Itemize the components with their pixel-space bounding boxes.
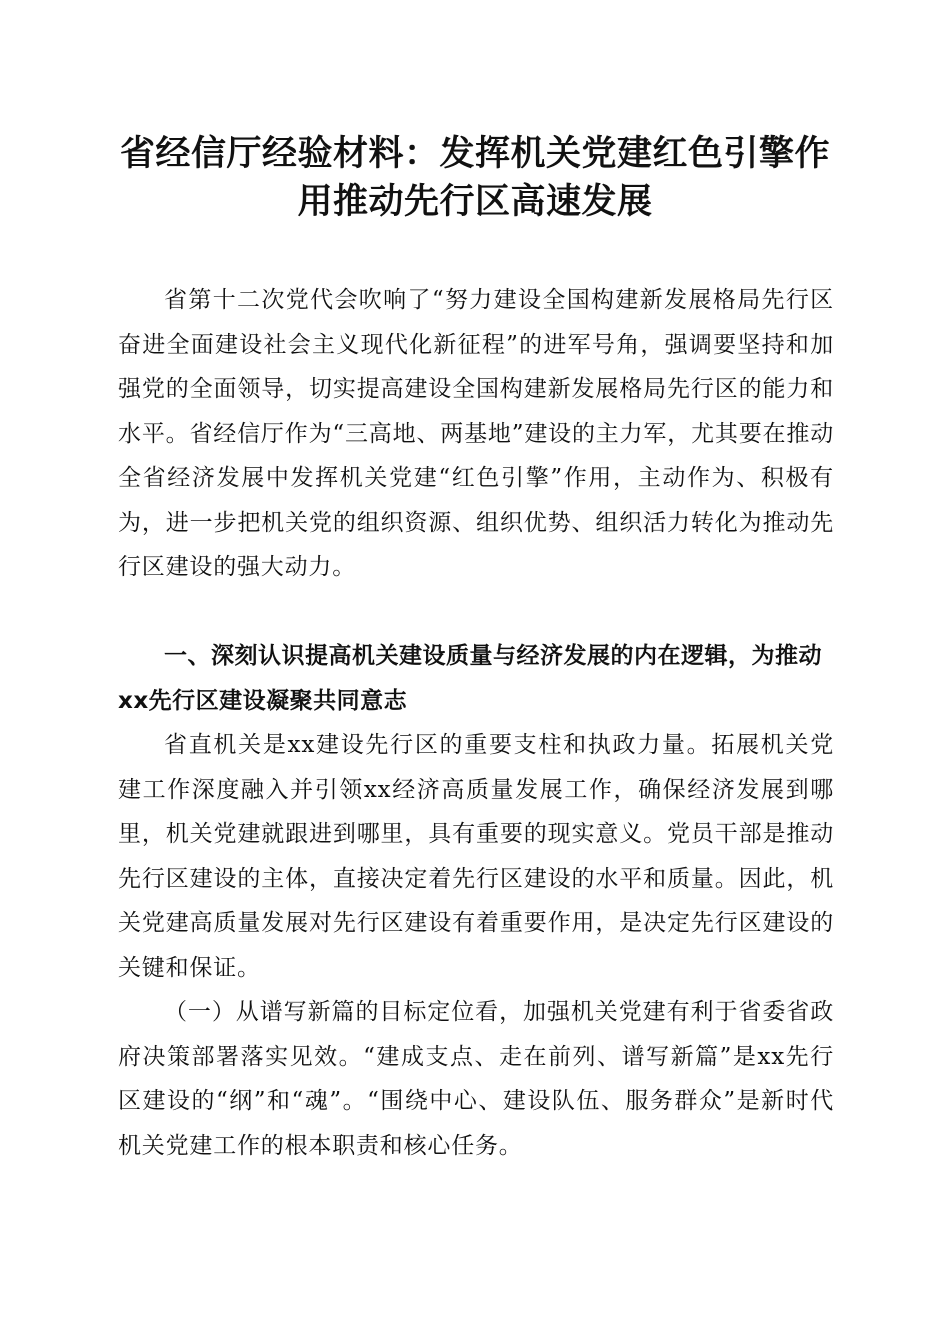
document-title: 省经信厅经验材料：发挥机关党建红色引擎作用推动先行区高速发展 [119,133,830,222]
section-one-paragraph: 省直机关是xx建设先行区的重要支柱和执政力量。拓展机关党建工作深度融入并引领xx经济高质量发展工作，确保经济发展到哪里，机关党建就跟进到哪里，具有重要的现实意义。党员干部是推动先行区建设的主体，直接决定着先行区建设的水平和质量。因此，机关党建高质量发展对先行区建设有着重要作用，是决定先行区建设的关键和保证。 [118,732,834,981]
intro-paragraph: 省第十二次党代会吹响了“努力建设全国构建新发展格局先行区奋进全面建设社会主义现代化新征程”的进军号角，强调要坚持和加强党的全面领导，切实提高建设全国构建新发展格局先行区的能力和水平。省经信厅作为“三高地、两基地”建设的主力军，尤其要在推动全省经济发展中发挥机关党建“红色引擎”作用，主动作为、积极有为，进一步把机关党的组织资源、组织优势、组织活力转化为推动先行区建设的强大动力。 [118,287,834,580]
section-one-heading: 一、深刻认识提高机关建设质量与经济发展的内在逻辑，为推动xx先行区建设凝聚共同意志 [118,643,822,714]
subsection-one-paragraph: （一）从谱写新篇的目标定位看，加强机关党建有利于省委省政府决策部署落实见效。“建成支点、走在前列、谱写新篇”是xx先行区建设的“纲”和“魂”。“围绕中心、建设队伍、服务群众”是新时代机关党建工作的根本职责和核心任务。 [118,999,834,1159]
